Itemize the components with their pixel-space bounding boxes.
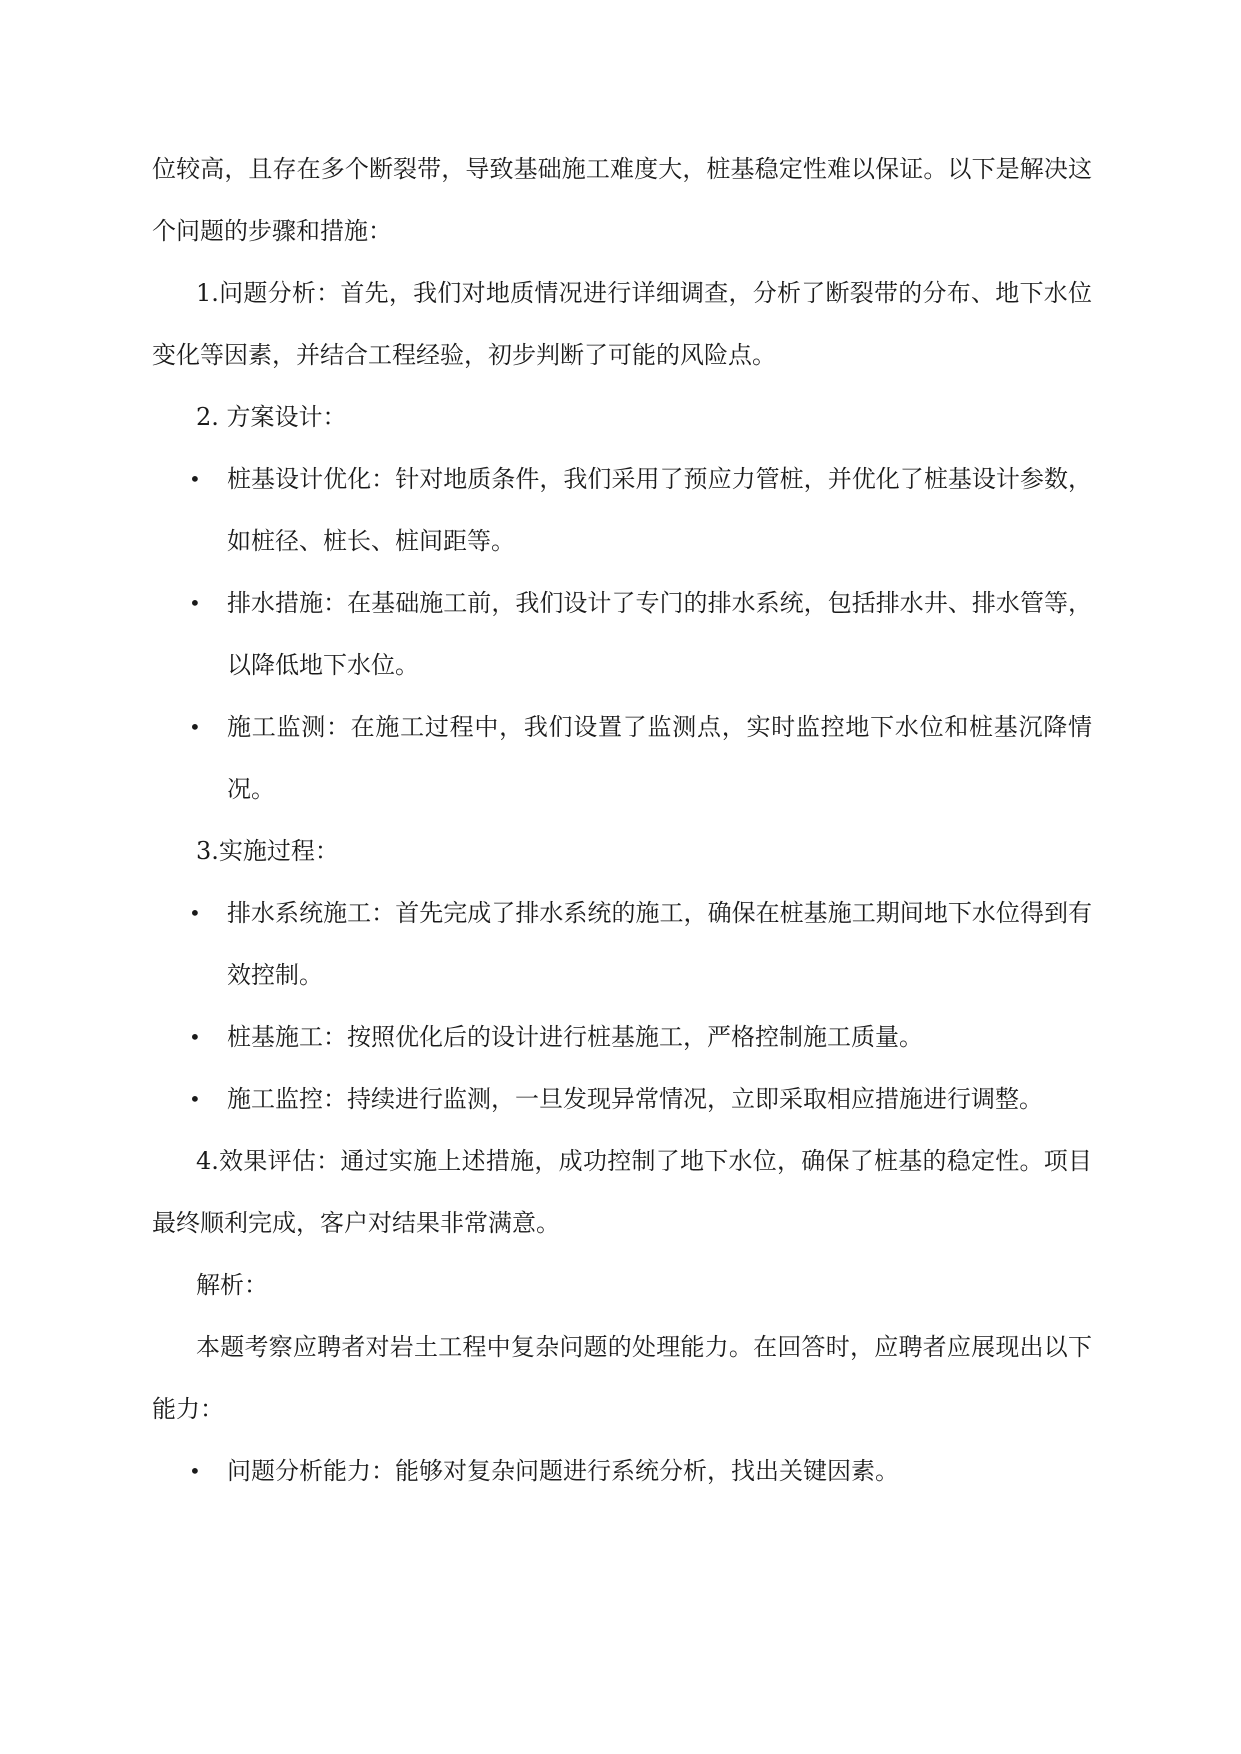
paragraph-analysis-heading: 解析： — [196, 1271, 268, 1299]
bullet-icon: • — [189, 591, 201, 615]
list-item — [152, 1068, 1092, 1130]
list-item — [152, 448, 1092, 572]
list-item — [152, 1440, 1092, 1502]
bullet-icon: • — [189, 1087, 201, 1111]
list-item — [152, 882, 1092, 1006]
bullet-icon: • — [189, 1459, 201, 1483]
paragraph-step-4-evaluation: 4.效果评估：通过实施上述措施，成功控制了地下水位，确保了桩基的稳定性。项目最终顺利完成，客户对结果非常满意。 — [152, 1147, 1092, 1237]
list-item-text: 排水系统施工：首先完成了排水系统的施工，确保在桩基施工期间地下水位得到有效控制。 — [227, 899, 1092, 989]
bullet-icon: • — [189, 901, 201, 925]
list-item-text: 桩基设计优化：针对地质条件，我们采用了预应力管桩，并优化了桩基设计参数，如桩径、桩长、桩间距等。 — [227, 465, 1092, 555]
paragraph-step-3-heading: 3.实施过程： — [196, 837, 339, 865]
list-item-text: 桩基施工：按照优化后的设计进行桩基施工，严格控制施工质量。 — [227, 1023, 923, 1051]
list-item-text: 问题分析能力：能够对复杂问题进行系统分析，找出关键因素。 — [227, 1457, 899, 1485]
list-item-text: 排水措施：在基础施工前，我们设计了专门的排水系统，包括排水井、排水管等，以降低地下水位。 — [227, 589, 1092, 679]
paragraph-step-2-heading: 2. 方案设计： — [196, 403, 347, 431]
list-item — [152, 696, 1092, 820]
bullet-icon: • — [189, 1025, 201, 1049]
paragraph-intro: 位较高，且存在多个断裂带，导致基础施工难度大，桩基稳定性难以保证。以下是解决这个问题的步骤和措施： — [152, 155, 1092, 245]
document-body — [152, 138, 1092, 1502]
paragraph-analysis-body: 本题考察应聘者对岩土工程中复杂问题的处理能力。在回答时，应聘者应展现出以下能力： — [152, 1333, 1092, 1423]
list-item — [152, 572, 1092, 696]
paragraph-step-1-analysis: 1.问题分析：首先，我们对地质情况进行详细调查，分析了断裂带的分布、地下水位变化等因素，并结合工程经验，初步判断了可能的风险点。 — [152, 279, 1092, 369]
bullet-icon: • — [189, 467, 201, 491]
list-item-text: 施工监测：在施工过程中，我们设置了监测点，实时监控地下水位和桩基沉降情况。 — [227, 713, 1092, 803]
list-item — [152, 1006, 1092, 1068]
bullet-icon: • — [189, 715, 201, 739]
list-item-text: 施工监控：持续进行监测，一旦发现异常情况，立即采取相应措施进行调整。 — [227, 1085, 1043, 1113]
